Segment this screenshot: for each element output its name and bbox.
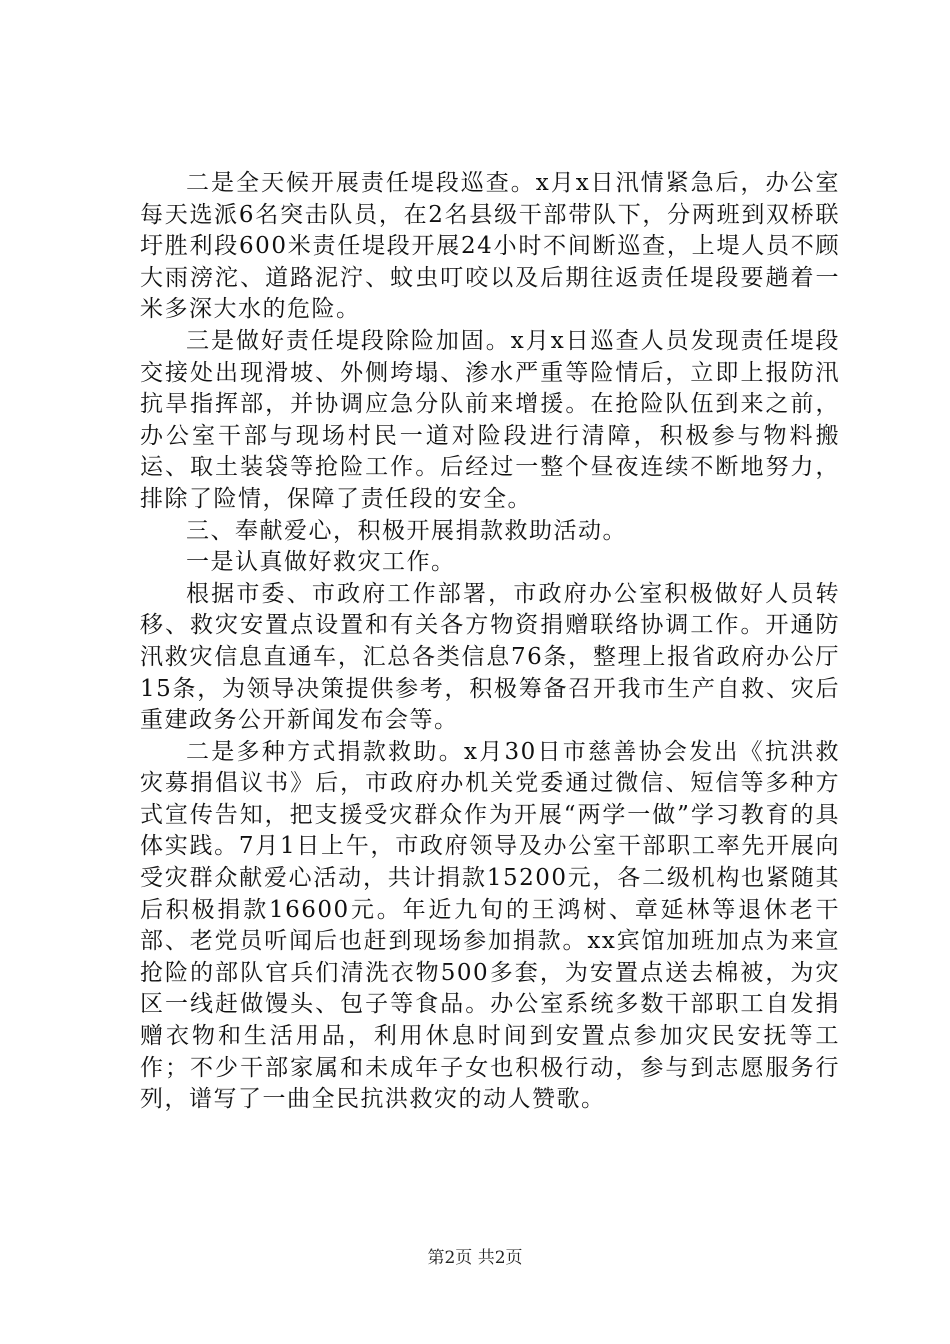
page-footer: 第2页 共2页 (427, 1248, 523, 1268)
subheading-relief-work: 一是认真做好救灾工作。 (186, 549, 456, 576)
paragraph-reinforcement: 三是做好责任堤段除险加固。x月x日巡查人员发现责任堤段交接处出现滑坡、外侧垮塌、渗水严重等险情后，立即上报防汛抗旱指挥部，并协调应急分队前来增援。在抢险队伍到来之前，办公室干部与现场村民一道对险段进行清障，积极参与物料搬运、取土装袋等抢险工作。后经过一整个昼夜连续不断地努力，排除了险情，保障了责任段的安全。 (140, 327, 840, 512)
document-body (140, 168, 840, 1116)
paragraph-relief-work: 根据市委、市政府工作部署，市政府办公室积极做好人员转移、救灾安置点设置和有关各方物资捐赠联络协调工作。开通防汛救灾信息直通车，汇总各类信息76条，整理上报省政府办公厅15条，为领导决策提供参考，积极筹备召开我市生产自救、灾后重建政务公开新闻发布会等。 (140, 580, 840, 734)
paragraph-donation: 二是多种方式捐款救助。x月30日市慈善协会发出《抗洪救灾募捐倡议书》后，市政府办机关党委通过微信、短信等多种方式宣传告知，把支援受灾群众作为开展“两学一做”学习教育的具体实践。7月1日上午，市政府领导及办公室干部职工率先开展向受灾群众献爱心活动，共计捐款15200元，各二级机构也紧随其后积极捐款16600元。年近九旬的王鸿树、章延林等退休老干部、老党员听闻后也赶到现场参加捐款。xx宾馆加班加点为来宣抢险的部队官兵们清洗衣物500多套，为安置点送去棉被，为灾区一线赶做馒头、包子等食品。办公室系统多数干部职工自发捐赠衣物和生活用品，利用休息时间到安置点参加灾民安抚等工作；不少干部家属和未成年子女也积极行动，参与到志愿服务行列，谱写了一曲全民抗洪救灾的动人赞歌。 (140, 738, 840, 1113)
section-heading-donation: 三、奉献爱心，积极开展捐款救助活动。 (186, 517, 627, 544)
paragraph-patrol: 二是全天候开展责任堤段巡查。x月x日汛情紧急后，办公室每天选派6名突击队员，在2名县级干部带队下，分两班到双桥联圩胜利段600米责任堤段开展24小时不间断巡查，上堤人员不顾大雨滂沱、道路泥泞、蚊虫叮咬以及后期往返责任堤段要趟着一米多深大水的危险。 (140, 170, 840, 323)
